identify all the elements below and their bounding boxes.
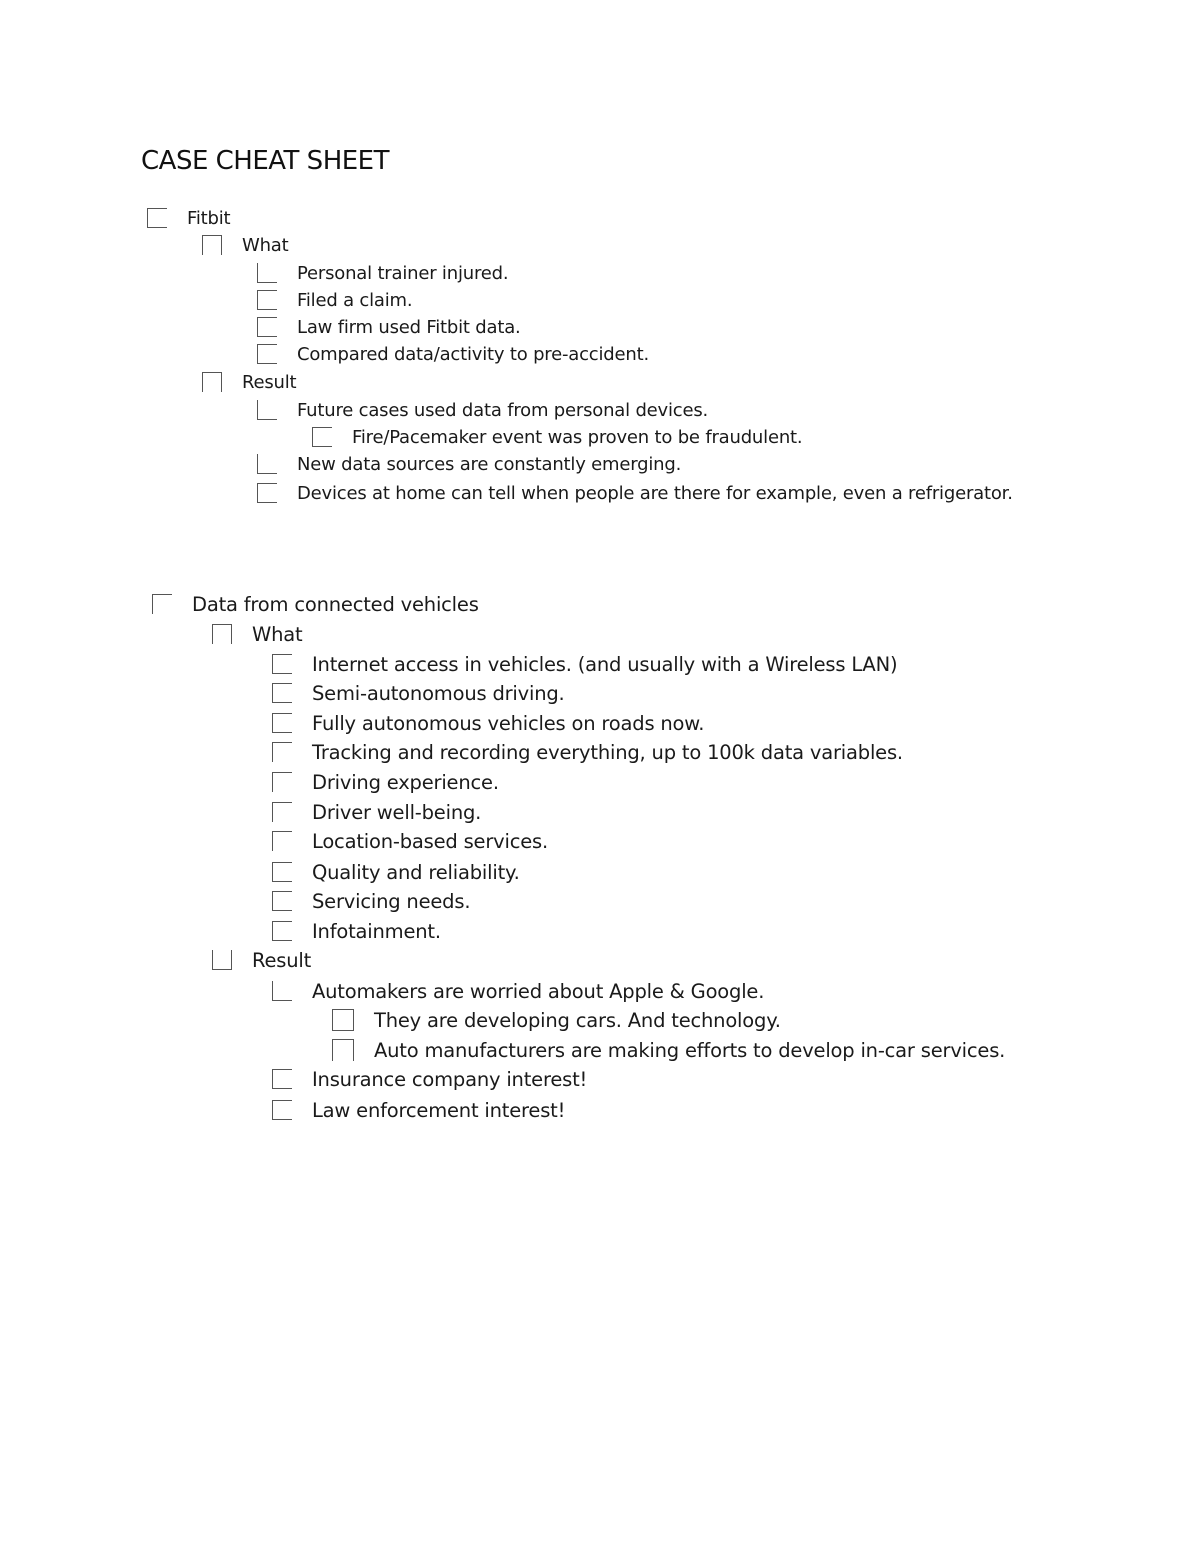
checklist-item-connected-vehicles <box>152 590 479 618</box>
checkbox-icon[interactable] <box>332 1009 354 1031</box>
item-label: Automakers are worried about Apple & Google. <box>312 979 765 1003</box>
checklist-item <box>257 340 649 368</box>
checkbox-icon[interactable] <box>272 654 292 674</box>
checkbox-icon[interactable] <box>257 400 277 420</box>
checklist-item <box>272 887 470 915</box>
checkbox-icon[interactable] <box>257 317 277 337</box>
checklist-item-result <box>202 368 296 396</box>
checkbox-icon[interactable] <box>272 891 292 911</box>
checklist-item <box>257 450 681 478</box>
item-label: Filed a claim. <box>297 289 413 311</box>
checklist-item <box>272 977 764 1005</box>
item-label: What <box>252 622 303 646</box>
checkbox-icon[interactable] <box>272 683 292 703</box>
item-label: They are developing cars. And technology. <box>374 1008 781 1032</box>
checklist-item <box>257 479 1013 507</box>
checklist-item-what <box>212 620 302 648</box>
item-label: Servicing needs. <box>312 889 471 913</box>
checklist-item <box>257 313 521 341</box>
checkbox-icon[interactable] <box>272 921 292 941</box>
item-label: Law firm used Fitbit data. <box>297 316 521 338</box>
checkbox-icon[interactable] <box>272 981 292 1001</box>
item-label: Result <box>242 371 297 393</box>
item-label: Infotainment. <box>312 919 441 943</box>
item-label: Law enforcement interest! <box>312 1098 566 1122</box>
checkbox-icon[interactable] <box>272 802 292 822</box>
checkbox-icon[interactable] <box>272 772 292 792</box>
checklist-item <box>272 1096 565 1124</box>
checkbox-icon[interactable] <box>332 1039 354 1061</box>
item-label: Semi-autonomous driving. <box>312 681 565 705</box>
item-label: Data from connected vehicles <box>192 592 479 616</box>
item-label: Future cases used data from personal devices. <box>297 399 709 421</box>
item-label: Auto manufacturers are making efforts to develop in-car services. <box>374 1038 1006 1062</box>
checkbox-icon[interactable] <box>272 742 292 762</box>
item-label: Quality and reliability. <box>312 860 520 884</box>
item-label: Tracking and recording everything, up to 100k data variables. <box>312 740 903 764</box>
item-label: Fire/Pacemaker event was proven to be fraudulent. <box>352 426 803 448</box>
item-label: New data sources are constantly emerging. <box>297 453 682 475</box>
item-label: Fitbit <box>187 207 231 229</box>
item-label: Location-based services. <box>312 829 548 853</box>
checklist-item <box>257 259 508 287</box>
item-label: Driving experience. <box>312 770 499 794</box>
checkbox-icon[interactable] <box>272 831 292 851</box>
item-label: Compared data/activity to pre-accident. <box>297 343 649 365</box>
checkbox-icon[interactable] <box>257 290 277 310</box>
checkbox-icon[interactable] <box>272 713 292 733</box>
checkbox-icon[interactable] <box>312 427 332 447</box>
item-label: What <box>242 234 289 256</box>
item-label: Insurance company interest! <box>312 1067 588 1091</box>
checkbox-icon[interactable] <box>272 862 292 882</box>
checklist-item <box>272 798 481 826</box>
checkbox-icon[interactable] <box>257 483 277 503</box>
checkbox-icon[interactable] <box>212 950 232 970</box>
checklist-item <box>312 423 802 451</box>
checklist-item <box>272 1065 587 1093</box>
checkbox-icon[interactable] <box>272 1069 292 1089</box>
item-label: Fully autonomous vehicles on roads now. <box>312 711 705 735</box>
checkbox-icon[interactable] <box>152 594 172 614</box>
checklist-item <box>272 650 897 678</box>
item-label: Internet access in vehicles. (and usually with a Wireless LAN) <box>312 652 898 676</box>
checkbox-icon[interactable] <box>257 454 277 474</box>
checkbox-icon[interactable] <box>257 344 277 364</box>
checklist-item <box>272 709 704 737</box>
checklist-item <box>272 827 548 855</box>
checkbox-icon[interactable] <box>202 235 222 255</box>
page-title: CASE CHEAT SHEET <box>141 146 389 176</box>
checklist-item <box>332 1006 781 1034</box>
checklist-item-result <box>212 946 311 974</box>
checkbox-icon[interactable] <box>272 1100 292 1120</box>
checklist-item <box>272 679 565 707</box>
checklist-item <box>272 768 499 796</box>
item-label: Driver well-being. <box>312 800 482 824</box>
item-label: Personal trainer injured. <box>297 262 509 284</box>
checkbox-icon[interactable] <box>147 208 167 228</box>
checklist-item <box>257 396 708 424</box>
checkbox-icon[interactable] <box>202 372 222 392</box>
checkbox-icon[interactable] <box>257 263 277 283</box>
checklist-item-what <box>202 231 289 259</box>
item-label: Result <box>252 948 312 972</box>
checklist-item <box>272 917 441 945</box>
checklist-item <box>272 858 520 886</box>
checklist-item <box>272 738 903 766</box>
item-label: Devices at home can tell when people are there for example, even a refrigerator. <box>297 482 1013 504</box>
checklist-item <box>332 1036 1005 1064</box>
checklist-item-fitbit <box>147 204 230 232</box>
checklist-item <box>257 286 412 314</box>
checkbox-icon[interactable] <box>212 624 232 644</box>
